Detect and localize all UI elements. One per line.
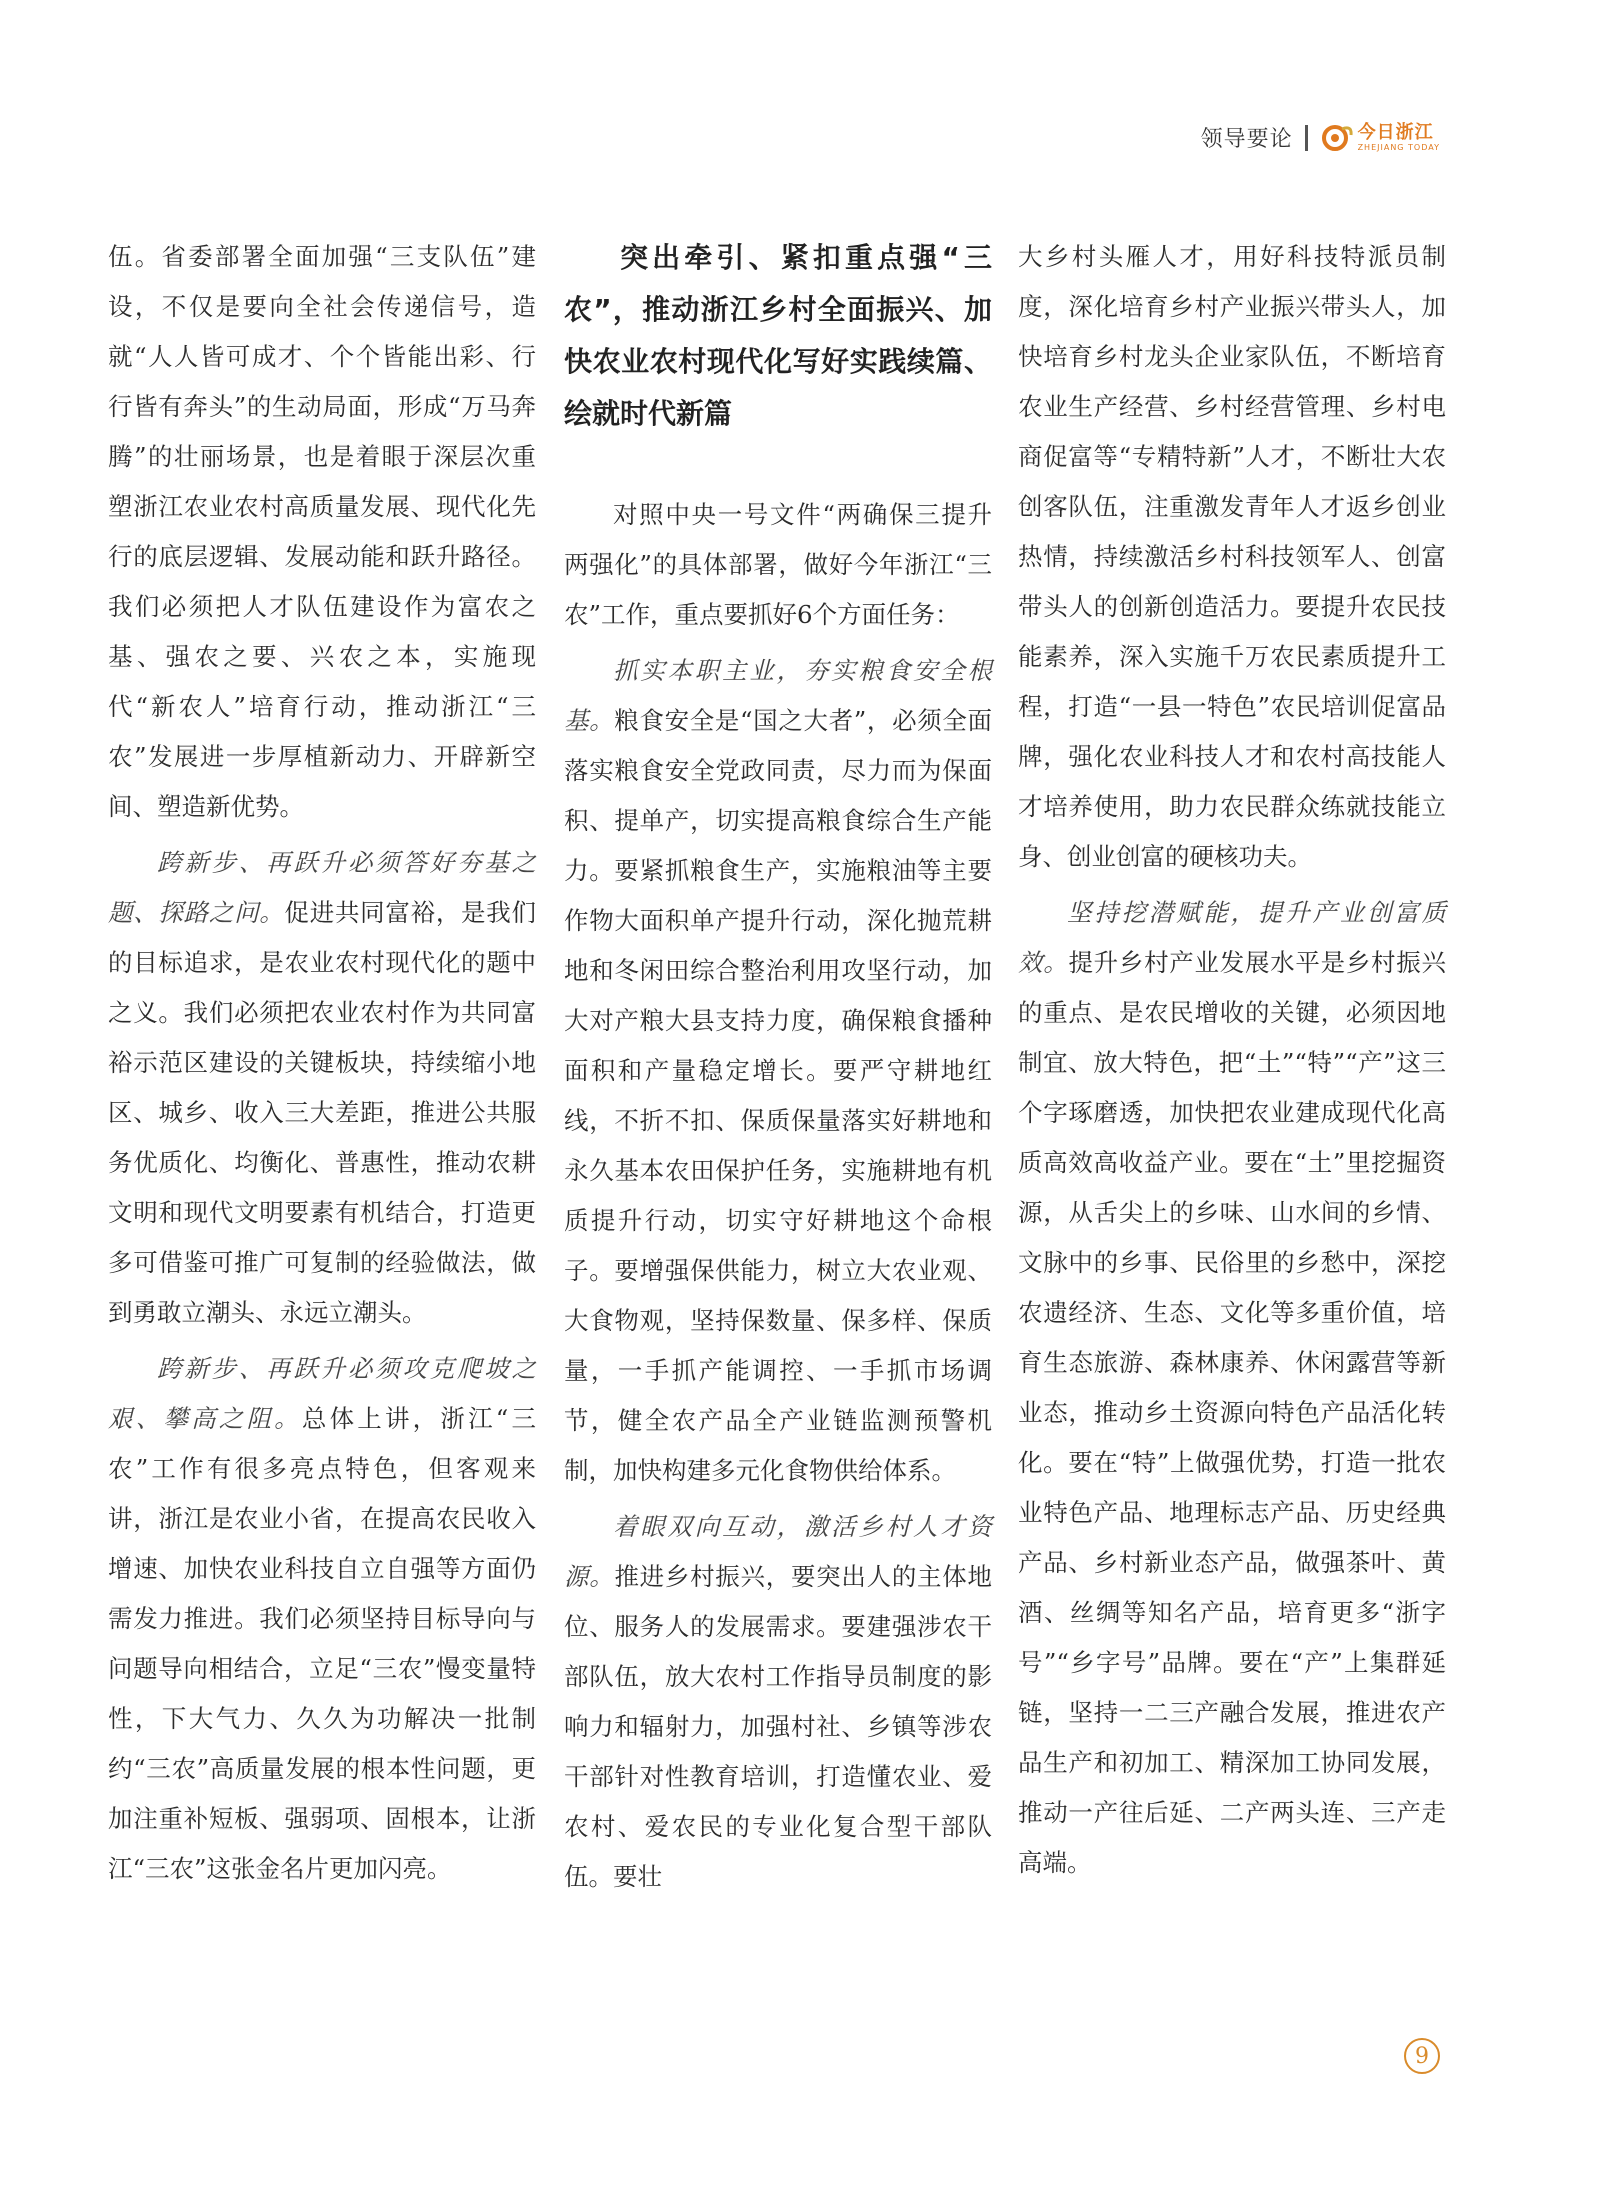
section-heading: 突出牵引、紧扣重点强“三农”，推动浙江乡村全面振兴、加快农业农村现代化写好实践续篇、绘就时代新篇	[564, 241, 992, 430]
paragraph-body: 推进乡村振兴，要突出人的主体地位、服务人的发展需求。要建强涉农干部队伍，放大农村工作指导员制度的影响力和辐射力，加强村社、乡镇等涉农干部针对性教育培训，打造懂农业、爱农村、爱农民的专业化复合型干部队伍。要壮	[564, 1562, 992, 1891]
logo-chinese-text: 今日浙江	[1357, 121, 1434, 143]
paragraph: 大乡村头雁人才，用好科技特派员制度，深化培育乡村产业振兴带头人，加快培育乡村龙头企业家队伍，不断培育农业生产经营、乡村经营管理、乡村电商促富等“专精特新”人才，不断壮大农创客队伍，注重激发青年人才返乡创业热情，持续激活乡村科技领军人、创富带头人的创新创造活力。要提升农民技能素养，深入实施千万农民素质提升工程，打造“一县一特色”农民培训促富品牌，强化农业科技人才和农村高技能人才培养使用，助力农民群众练就技能立身、创业创富的硬核功夫。	[1018, 242, 1446, 871]
paragraph	[1018, 888, 1446, 1888]
paragraph-lead-in: 跨新步、再跃升必须攻克爬坡之艰、攀高之阻。	[108, 1354, 536, 1433]
paragraph-body: 提升乡村产业发展水平是乡村振兴的重点、是农民增收的关键，必须因地制宜、放大特色，把“土”“特”“产”这三个字琢磨透，加快把农业建成现代化高质高效高收益产业。要在“土”里挖掘资源，从舌尖上的乡味、山水间的乡情、文脉中的乡事、民俗里的乡愁中，深挖农遗经济、生态、文化等多重价值，培育生态旅游、森林康养、休闲露营等新业态，推动乡土资源向特色产品活化转化。要在“特”上做强优势，打造一批农业特色产品、地理标志产品、历史经典产品、乡村新业态产品，做强茶叶、黄酒、丝绸等知名产品，培育更多“浙字号”“乡字号”品牌。要在“产”上集群延链，坚持一二三产融合发展，推进农产品生产和初加工、精深加工协同发展，推动一产往后延、二产两头连、三产走高端。	[1018, 948, 1446, 1877]
paragraph-body: 粮食安全是“国之大者”，必须全面落实粮食安全党政同责，尽力而为保面积、提单产，切实提高粮食综合生产能力。要紧抓粮食生产，实施粮油等主要作物大面积单产提升行动，深化抛荒耕地和冬闲田综合整治利用攻坚行动，加大对产粮大县支持力度，确保粮食播种面积和产量稳定增长。要严守耕地红线，不折不扣、保质保量落实好耕地和永久基本农田保护任务，实施耕地有机质提升行动，切实守好耕地这个命根子。要增强保供能力，树立大农业观、大食物观，坚持保数量、保多样、保质量，一手抓产能调控、一手抓市场调节，健全农产品全产业链监测预警机制，加快构建多元化食物供给体系。	[564, 706, 992, 1485]
paragraph-lead-in: 抓实本职主业，夯实粮食安全根基。	[564, 656, 992, 735]
header-divider	[1305, 125, 1308, 151]
page-number: 9	[1404, 2038, 1440, 2074]
paragraph: 伍。省委部署全面加强“三支队伍”建设，不仅是要向全社会传递信号，造就“人人皆可成才、个个皆能出彩、行行皆有奔头”的生动局面，形成“万马奔腾”的壮丽场景，也是着眼于深层次重塑浙江农业农村高质量发展、现代化先行的底层逻辑、发展动能和跃升路径。我们必须把人才队伍建设作为富农之基、强农之要、兴农之本，实施现代“新农人”培育行动，推动浙江“三农”发展进一步厚植新动力、开辟新空间、塑造新优势。	[108, 242, 536, 821]
paragraph	[108, 1344, 536, 1894]
text-column-2	[564, 232, 992, 1902]
paragraph-lead-in: 着眼双向互动，激活乡村人才资源。	[564, 1512, 992, 1591]
magazine-logo	[1320, 123, 1440, 153]
section-label: 领导要论	[1200, 127, 1293, 152]
text-column-3	[1018, 232, 1446, 1888]
paragraph	[564, 1502, 992, 1902]
paragraph-body: 促进共同富裕，是我们的目标追求，是农业农村现代化的题中之义。我们必须把农业农村作为共同富裕示范区建设的关键板块，持续缩小地区、城乡、收入三大差距，推进公共服务优质化、均衡化、普惠性，推动农耕文明和现代文明要素有机结合，打造更多可借鉴可推广可复制的经验做法，做到勇敢立潮头、永远立潮头。	[108, 898, 536, 1327]
paragraph-lead-in: 坚持挖潜赋能，提升产业创富质效。	[1018, 898, 1446, 977]
paragraph	[564, 646, 992, 1496]
text-column-1	[108, 232, 536, 1894]
page-header	[1201, 122, 1440, 153]
logo-swirl-icon	[1320, 123, 1354, 153]
logo-english-text: ZHEJIANG TODAY	[1357, 142, 1440, 152]
paragraph-lead-in: 跨新步、再跃升必须答好夯基之题、探路之问。	[108, 848, 536, 927]
paragraph	[108, 838, 536, 1338]
paragraph-body: 总体上讲，浙江“三农”工作有很多亮点特色，但客观来讲，浙江是农业小省，在提高农民收入增速、加快农业科技自立自强等方面仍需发力推进。我们必须坚持目标导向与问题导向相结合，立足“三农”慢变量特性，下大气力、久久为功解决一批制约“三农”高质量发展的根本性问题，更加注重补短板、强弱项、固根本，让浙江“三农”这张金名片更加闪亮。	[108, 1404, 536, 1883]
paragraph: 对照中央一号文件“两确保三提升两强化”的具体部署，做好今年浙江“三农”工作，重点要抓好6个方面任务：	[564, 500, 992, 629]
